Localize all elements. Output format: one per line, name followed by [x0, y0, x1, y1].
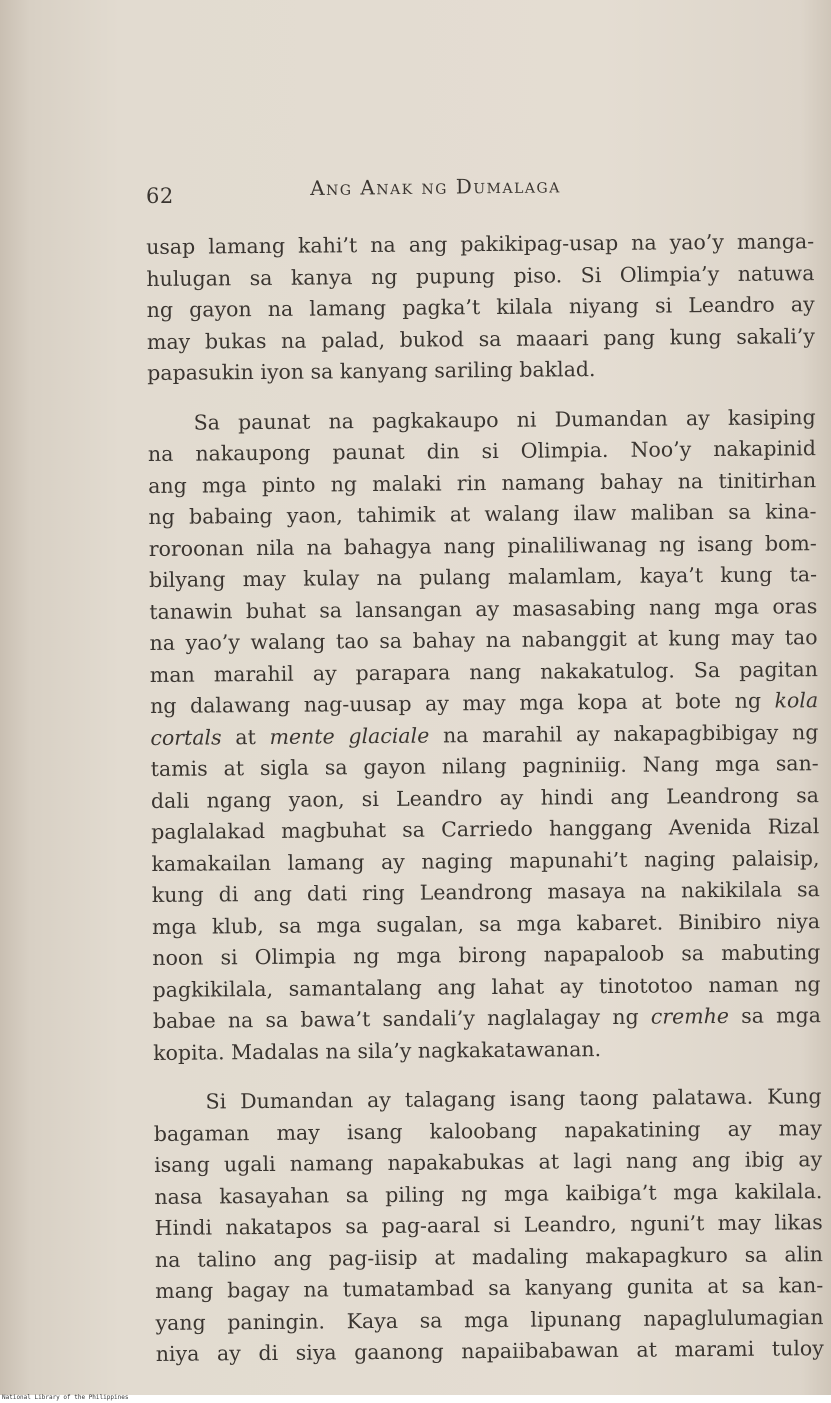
text-line: noon si Olimpia ng mga birong napapaloob sa mabuting — [152, 940, 821, 970]
paragraph-1 — [146, 226, 815, 389]
text-line: bilyang may kulay na pulang malamlam, kaya’t kung ta- — [148, 562, 818, 592]
paragraph-2 — [148, 402, 822, 1069]
running-title: Ang Anak ng Dumalaga — [310, 173, 561, 200]
text-line: niya ay di siya gaanong napaiibabawan at marami tuloy — [155, 1336, 824, 1366]
text-line: roroonan nila na bahagya nang pinaliliwanag ng isang bom- — [148, 530, 817, 561]
text-line: Hindi nakatapos sa pag-aaral si Leandro, nguni’t may likas — [154, 1210, 823, 1240]
text-line: ng dalawang nag-uusap ay may mga kopa at bote ng kola — [150, 688, 819, 718]
text-line: na yao’y walang tao sa bahay na nabanggit at kung may tao — [149, 625, 818, 655]
text-line: ang mga pinto ng malaki rin namang bahay na tinitirhan — [148, 467, 817, 498]
text-line: yang paningin. Kaya sa mga lipunang napaglulumagian — [155, 1304, 824, 1335]
text-line: papasukin iyon sa kanyang sariling baklad. — [147, 357, 596, 385]
body-text — [146, 226, 824, 1370]
text-line: paglalakad magbuhat sa Carriedo hanggang Avenida Rizal — [151, 814, 820, 844]
paragraph-3 — [153, 1081, 823, 1370]
text-line: na nakaupong paunat din si Olimpia. Noo’y nakapinid — [147, 436, 817, 466]
text-line: mga klub, sa mga sugalan, sa mga kabaret. Binibiro niya — [151, 908, 821, 939]
page-header — [146, 173, 806, 216]
text-line: dali ngang yaon, si Leandro ay hindi ang Leandrong sa — [150, 782, 820, 813]
text-line: usap lamang kahi’t na ang pakikipag-usap na yao’y manga- — [146, 229, 815, 259]
text-line: na talino ang pag-iisip at madaling makapagkuro sa alin — [154, 1241, 824, 1272]
text-line: kung di ang dati ring Leandrong masaya na nakikilala sa — [151, 877, 820, 907]
text-line: kopita. Madalas na sila’y nagkakatawanan. — [153, 1036, 602, 1065]
text-line: nasa kasayahan sa piling ng mga kaibiga’t mga kakilala. — [154, 1178, 823, 1209]
text-line: man marahil ay parapara nang nakakatulog. Sa pagitan — [149, 656, 818, 687]
text-line: ng babaing yaon, tahimik at walang ilaw maliban sa kina- — [148, 499, 817, 529]
text-line: ng gayon na lamang pagka’t kilala niyang si Leandro ay — [146, 292, 815, 322]
text-line: cortals at mente glaciale na marahil ay nakapagbibigay ng — [150, 719, 819, 750]
library-credit: National Library of the Philippines — [2, 1394, 129, 1401]
text-line: babae na sa bawa’t sandali’y naglalagay ng cremhe sa mga — [152, 1003, 821, 1033]
text-line: tanawin buhat sa lansangan ay masasabing nang mga oras — [149, 593, 818, 624]
text-line: Si Dumandan ay talagang isang taong palatawa. Kung — [205, 1084, 822, 1114]
page-number: 62 — [146, 184, 174, 208]
text-line: kamakailan lamang ay naging mapunahi’t naging palaisip, — [151, 845, 820, 876]
text-line: pagkikilala, samantalang ang lahat ay tinototoo naman ng — [152, 971, 821, 1002]
text-line: Sa paunat na pagkakaupo ni Dumandan ay kasiping — [193, 404, 816, 435]
text-line: isang ugali namang napakabukas at lagi nang ang ibig ay — [154, 1147, 823, 1177]
text-line: bagaman may isang kaloobang napakatining ay may — [153, 1115, 822, 1146]
text-line: hulugan sa kanya ng pupung piso. Si Olimpia’y natuwa — [146, 260, 815, 291]
scan-footer — [0, 1395, 831, 1403]
text-line: tamis at sigla sa gayon nilang pagniniig. Nang mga san- — [150, 751, 819, 781]
text-line: may bukas na palad, bukod sa maaari pang kung sakali’y — [146, 323, 816, 354]
text-line: mang bagay na tumatambad sa kanyang gunita at sa kan- — [155, 1273, 824, 1303]
